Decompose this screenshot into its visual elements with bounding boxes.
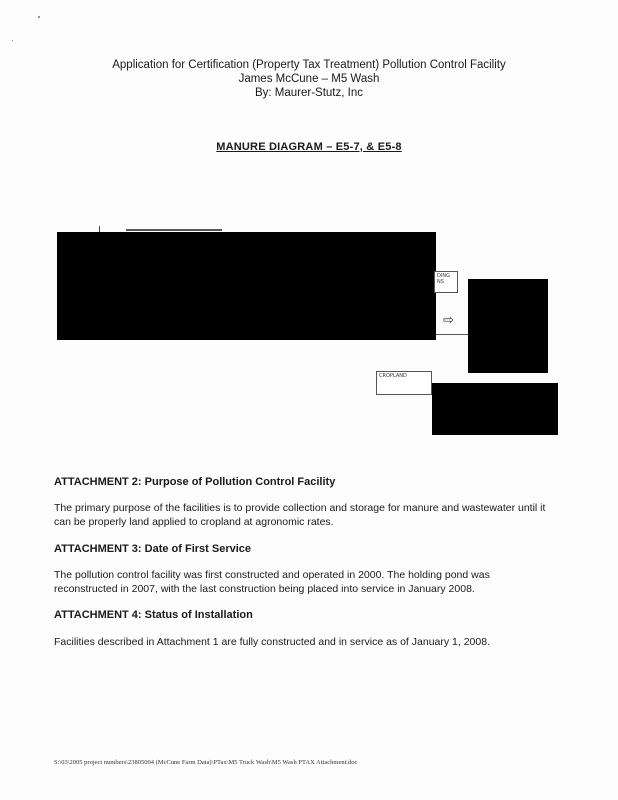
redaction-block-right xyxy=(468,279,548,373)
attachment-2-body: The primary purpose of the facilities is to provide collection and storage for manure and wastewater until it can be properly land applied to cropland at agronomic rates. xyxy=(54,502,546,528)
attachment-4-heading: ATTACHMENT 4: Status of Installation xyxy=(54,609,253,621)
diagram-connector xyxy=(436,334,468,335)
scan-speck xyxy=(38,16,40,18)
header-author: By: Maurer-Stutz, Inc xyxy=(254,87,363,99)
document-header xyxy=(0,58,618,100)
attachment-4-body: Facilities described in Attachment 1 are fully constructed and in service as of January 1, 2008. xyxy=(54,636,490,648)
attachment-3-body: The pollution control facility was first constructed and operated in 2000. The holding pond was reconstructed in 2007, with the last construction being placed into service in January 2008. xyxy=(54,569,490,595)
diagram-label-box: DING NS xyxy=(434,271,458,293)
diagram-title: MANURE DIAGRAM – E5-7, & E5-8 xyxy=(216,141,402,153)
flow-arrow-icon: ⇨ xyxy=(443,312,454,327)
cropland-label: CROPLAND xyxy=(379,373,407,379)
file-path-footer: S:\03\2005 project numbers\23805004 (McCune Farm Data)\PTax\M5 Truck Wash\M5 Wash PTAX Attachment.doc xyxy=(54,759,358,766)
header-owner: James McCune – M5 Wash xyxy=(238,73,380,85)
attachment-2-heading: ATTACHMENT 2: Purpose of Pollution Control Facility xyxy=(54,476,336,488)
header-title: Application for Certification (Property Tax Treatment) Pollution Control Facility xyxy=(112,59,506,71)
scan-speck xyxy=(12,40,13,41)
cropland-box xyxy=(376,371,432,395)
redaction-block-bottom xyxy=(432,383,558,435)
diagram-line xyxy=(126,229,222,231)
attachment-3-heading: ATTACHMENT 3: Date of First Service xyxy=(54,543,252,555)
redaction-block-main xyxy=(57,232,436,340)
